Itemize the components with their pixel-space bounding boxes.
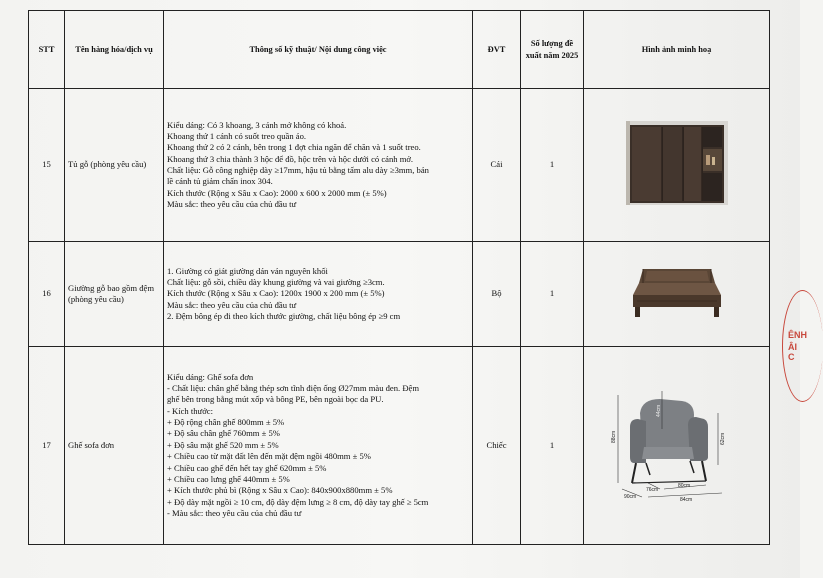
spec-line: - Màu sắc: theo yêu cầu của chủ đầu tư [167, 507, 302, 518]
unit-cell: Cái [473, 89, 521, 242]
spec-line: ghế bên trong bằng mút xốp và bông PE, bên ngoài bọc da PU. [167, 394, 384, 405]
qty-cell: 1 [521, 347, 584, 545]
spec-line: + Chiều cao ghế đến hết tay ghế 620mm ± 5% [167, 462, 327, 473]
spec-line: + Kích thước phủ bì (Rộng x Sâu x Cao): 840x900x880mm ± 5% [167, 485, 393, 496]
table-row-17 [29, 347, 770, 545]
unit-cell: Bộ [473, 242, 521, 347]
spec-line: 2. Đệm bông ép đi theo kích thước giường, chất liệu bông ép ≥9 cm [167, 311, 401, 322]
qty-cell: 1 [521, 89, 584, 242]
table-row-16 [29, 242, 770, 347]
image-cell [584, 89, 770, 242]
image-cell [584, 242, 770, 347]
spec-line: - Kích thước: [167, 405, 213, 416]
spec-line: Khoang thứ 1 cánh có suốt treo quần áo. [167, 130, 307, 141]
header-name: Tên hàng hóa/dịch vụ [65, 11, 164, 89]
stt-cell: 17 [29, 347, 65, 545]
spec-line: Kiểu dáng: Có 3 khoang, 3 cánh mở không có khoá. [167, 119, 347, 130]
unit-cell: Chiếc [473, 347, 521, 545]
spec-line: lề cánh tủ giảm chấn inox 304. [167, 176, 273, 187]
header-row [29, 11, 770, 89]
qty-cell: 1 [521, 242, 584, 347]
sofa-dimension-image [602, 385, 752, 503]
procurement-table [28, 10, 770, 545]
stt-cell: 15 [29, 89, 65, 242]
spec-line: Màu sắc: theo yêu cầu của chủ đầu tư [167, 299, 297, 310]
wardrobe-image [626, 121, 728, 205]
header-stt: STT [29, 11, 65, 89]
header-spec: Thông số kỹ thuật/ Nội dung công việc [164, 11, 473, 89]
spec-cell [164, 89, 473, 242]
red-stamp [782, 290, 808, 400]
dim-label-arm: 62cm [719, 432, 726, 445]
bed-image [629, 261, 725, 323]
spec-line: Kích thước (Rộng x Sâu x Cao): 1200x 1900 x 200 mm (± 5%) [167, 288, 385, 299]
spec-line: Chất liệu: Gỗ công nghiệp dày ≥17mm, hậu tủ bằng tấm alu dày ≥3mm, bản [167, 165, 429, 175]
spec-line: + Độ sâu mặt ghế 520 mm ± 5% [167, 439, 279, 450]
spec-cell [164, 347, 473, 545]
spec-cell [164, 242, 473, 347]
table-row-15 [29, 89, 770, 242]
dim-label-width-bottom: 84cm [679, 496, 692, 503]
dim-label-height-total: 88cm [610, 430, 617, 443]
dim-label-depth-top: 76cm [645, 486, 658, 493]
dim-label-width-top: 80cm [677, 482, 690, 489]
spec-line: - Chất liệu: chân ghế bằng thép sơn tĩnh điện ống Ø27mm màu đen. Đệm [167, 383, 420, 394]
stamp-text-line: ÊNH [788, 330, 808, 340]
header-unit: ĐVT [473, 11, 521, 89]
spec-line: + Chiều cao lưng ghế 440mm ± 5% [167, 473, 290, 484]
header-qty: Số lượng đề xuất năm 2025 [521, 11, 584, 89]
spec-line: + Độ rộng chân ghế 800mm ± 5% [167, 417, 285, 428]
spec-line: + Độ dày mặt ngồi ≥ 10 cm, độ dày đệm lưng ≥ 8 cm, độ dày tay ghế ≥ 5cm [167, 496, 429, 507]
image-cell [584, 347, 770, 545]
spec-line: Kích thước (Rộng x Sâu x Cao): 2000 x 600 x 2000 mm (± 5%) [167, 187, 387, 198]
spec-line: Màu sắc: theo yêu cầu của chủ đầu tư [167, 199, 297, 210]
spec-line: Khoang thứ 2 có 2 cánh, bên trong 1 đợt chia ngăn để chăn và 1 suốt treo. [167, 142, 421, 153]
dim-label-back: 44cm [655, 404, 662, 417]
dim-label-depth-bottom: 90cm [623, 493, 636, 500]
stamp-text-line: ÂI C [788, 342, 797, 362]
item-name-cell: Giường gỗ bao gồm đệm (phòng yêu cầu) [65, 242, 164, 347]
spec-line: Kiểu dáng: Ghế sofa đơn [167, 371, 254, 382]
spec-line: 1. Giường có giát giường dán ván nguyên khối [167, 265, 328, 276]
spec-line: Khoang thứ 3 chia thành 3 hộc để đồ, hộc trên và hộc dưới có cánh mở. [167, 153, 414, 164]
header-image: Hình ảnh minh hoạ [584, 11, 770, 89]
item-name-cell: Ghế sofa đơn [65, 347, 164, 545]
spec-line: + Chiều cao từ mặt đất lên đến mặt đệm ngồi 480mm ± 5% [167, 451, 371, 462]
item-name-cell: Tủ gỗ (phòng yêu cầu) [65, 89, 164, 242]
spec-line: Chất liệu: gỗ sồi, chiều dày khung giường và vai giường ≥3cm. [167, 276, 385, 287]
spec-line: + Độ sâu chân ghế 760mm ± 5% [167, 428, 280, 439]
stt-cell: 16 [29, 242, 65, 347]
